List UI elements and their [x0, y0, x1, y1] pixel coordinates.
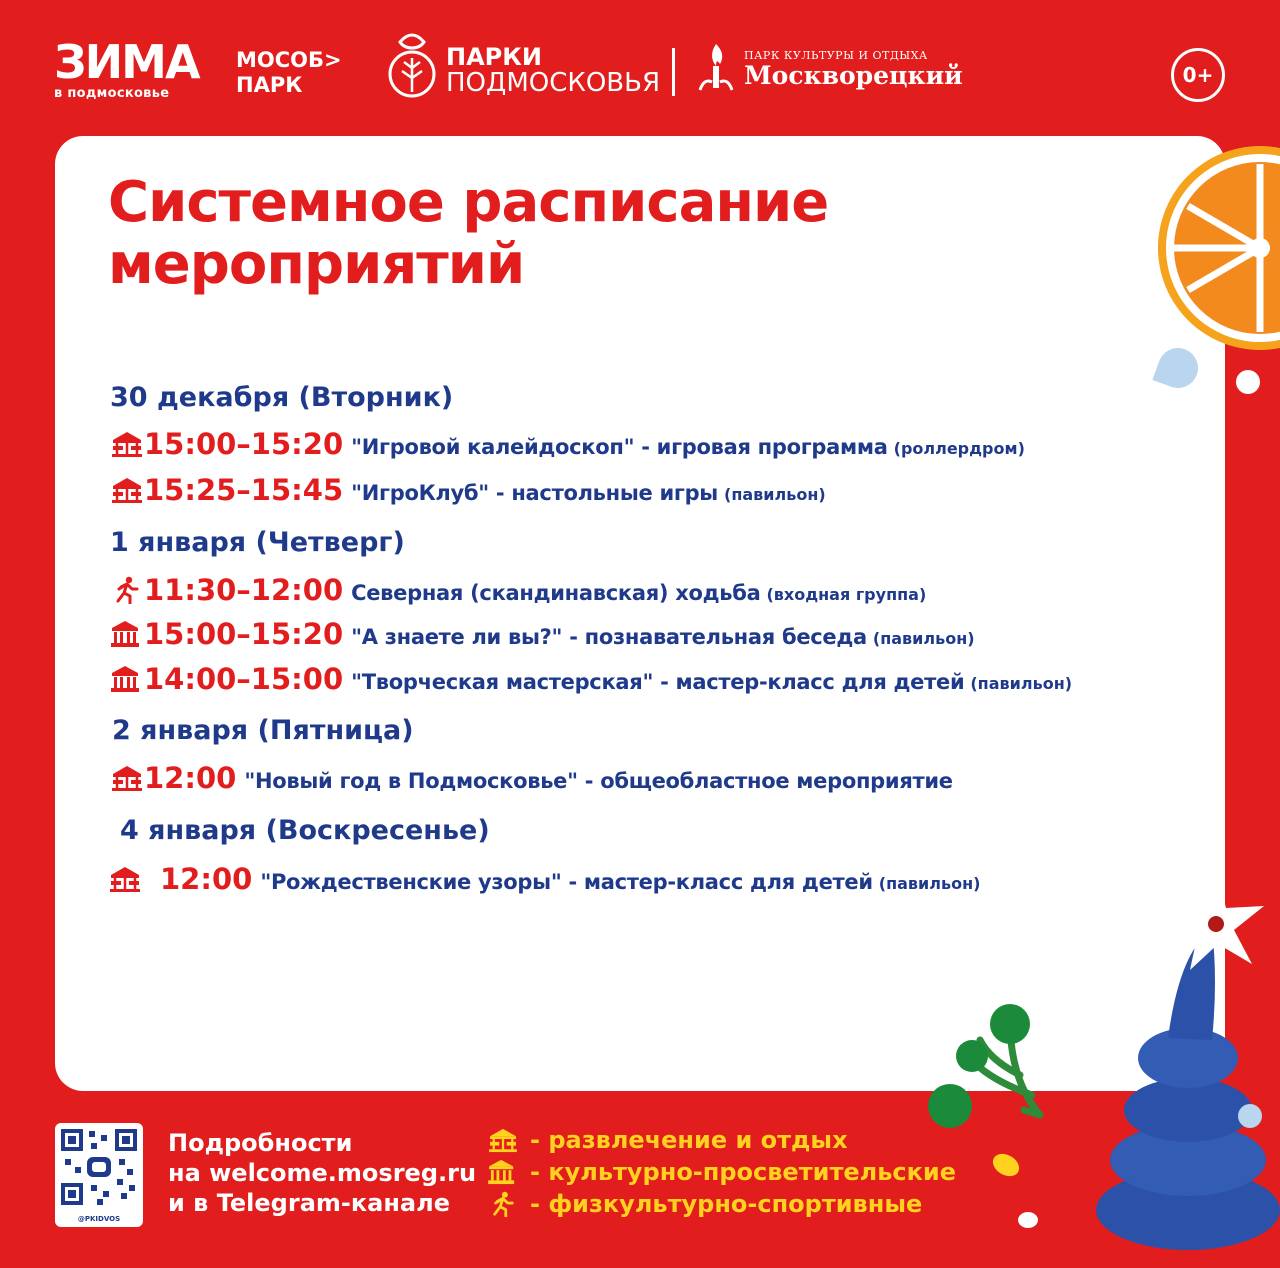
event-description: "Творческая мастерская" - мастер-класс для детей: [351, 670, 965, 694]
event-description: "Рождественские узоры" - мастер-класс для детей: [260, 870, 873, 894]
event-time: 15:25–15:45: [144, 473, 344, 507]
page-title-line2: мероприятий: [108, 232, 525, 297]
event-time: 12:00: [144, 761, 237, 795]
parki-podmoskovya-logo: [386, 28, 660, 100]
zima-logo-subtitle: в подмосковье: [54, 86, 170, 101]
carousel-icon: [110, 430, 144, 458]
event-place: (павильон): [878, 874, 981, 893]
logo-divider: [672, 48, 675, 96]
event-time: 15:00–15:20: [144, 427, 344, 461]
christmas-tree-decoration: [920, 860, 1280, 1268]
legend-item: [486, 1188, 956, 1220]
carousel-icon: [110, 476, 144, 504]
zima-logo-title: ЗИМА: [54, 35, 199, 89]
day-heading: 2 января (Пятница): [112, 715, 414, 746]
event-description: "ИгроКлуб" - настольные игры: [351, 481, 718, 505]
event-row: [108, 861, 980, 896]
details-line3: и в Telegram-канале: [168, 1189, 450, 1217]
moskvoretsky-logo-title: Москворецкий: [744, 60, 963, 90]
event-time: 14:00–15:00: [144, 662, 344, 696]
event-place: (входная группа): [766, 585, 927, 604]
carousel-icon: [486, 1127, 522, 1153]
details-text: [168, 1128, 476, 1218]
zima-logo: [54, 35, 199, 101]
event-description: "А знаете ли вы?" - познавательная беседа: [351, 625, 867, 649]
event-row: [110, 760, 959, 795]
age-rating-badge: 0+: [1171, 48, 1225, 102]
event-place: (павильон): [872, 629, 975, 648]
event-time: 11:30–12:00: [144, 573, 344, 607]
carousel-icon: [110, 764, 144, 792]
parki-logo-line1: ПАРКИ: [446, 43, 542, 71]
page-title-line1: Системное расписание: [108, 170, 829, 235]
header: [0, 0, 1280, 130]
tree-emblem-icon: [386, 28, 438, 100]
qr-code-pattern: [61, 1129, 137, 1205]
orange-slice-decoration: [1150, 138, 1280, 358]
mosobpark-logo-line2: ПАРК: [236, 73, 303, 97]
event-row: [110, 426, 1025, 461]
details-line1: Подробности: [168, 1129, 353, 1157]
mosobpark-logo: [236, 48, 342, 98]
carousel-icon: [108, 865, 160, 893]
page-title: [108, 172, 1008, 296]
moskvoretsky-logo: [694, 40, 963, 98]
legend-item: [486, 1124, 956, 1156]
event-place: (павильон): [724, 485, 826, 504]
moskvoretsky-logo-subtitle: ПАРК КУЛЬТУРЫ И ОТДЫХА: [744, 48, 928, 62]
day-heading: 1 января (Четверг): [110, 527, 405, 558]
parki-logo-line2: ПОДМОСКОВЬЯ: [446, 68, 661, 98]
event-description: "Игровой калейдоскоп" - игровая программа: [351, 435, 888, 459]
event-place: (роллердром): [893, 439, 1025, 458]
runner-icon: [110, 576, 144, 604]
day-heading: 30 декабря (Вторник): [110, 382, 454, 413]
event-time: 12:00: [160, 862, 253, 896]
event-description: "Новый год в Подмосковье" - общеобластное мероприятие: [244, 769, 953, 793]
event-row: [110, 616, 975, 651]
event-row: [110, 661, 1072, 696]
event-row: [110, 472, 826, 507]
museum-icon: [110, 620, 144, 648]
day-heading: 4 января (Воскресенье): [120, 815, 490, 846]
legend-label: - развлечение и отдых: [530, 1126, 848, 1154]
legend-item: [486, 1156, 956, 1188]
museum-icon: [486, 1159, 522, 1185]
event-place: (павильон): [970, 674, 1073, 693]
event-time: 15:00–15:20: [144, 617, 344, 651]
details-line2: на welcome.mosreg.ru: [168, 1159, 477, 1187]
snow-dot-decoration: [1236, 370, 1260, 394]
qr-code[interactable]: [55, 1123, 143, 1227]
event-description: Северная (скандинавская) ходьба: [351, 581, 761, 605]
torch-emblem-icon: [694, 40, 738, 98]
icon-legend: [486, 1124, 956, 1220]
legend-label: - физкультурно-спортивные: [530, 1190, 923, 1218]
museum-icon: [110, 665, 144, 693]
mosobpark-logo-line1: МОСОБ>: [236, 48, 342, 72]
legend-label: - культурно-просветительские: [530, 1158, 956, 1186]
qr-code-caption: @PKIDVOS: [77, 1215, 121, 1223]
runner-icon: [486, 1191, 522, 1217]
event-row: [110, 572, 926, 607]
